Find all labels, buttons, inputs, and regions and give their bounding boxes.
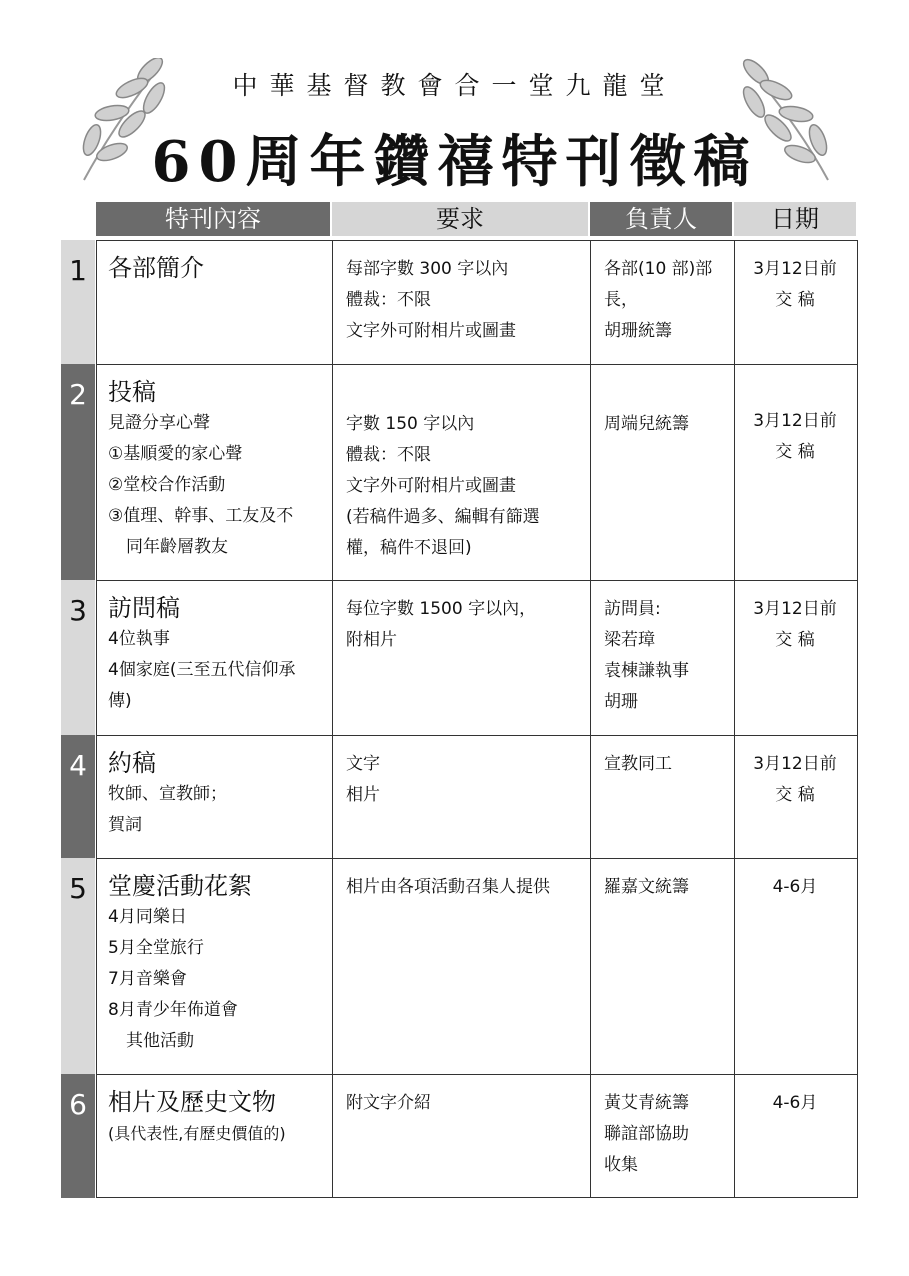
owner-line: 長，	[604, 290, 638, 310]
item-title: 各部簡介	[108, 254, 204, 282]
date-line: 交 稿	[775, 630, 815, 650]
item-detail: 4位執事	[108, 629, 170, 649]
owner-line: 羅嘉文統籌	[604, 877, 689, 897]
owner-line	[604, 378, 732, 409]
item-title: 相片及歷史文物	[108, 1088, 276, 1116]
row-number: 3	[61, 580, 95, 735]
owner-line: 宣教同工	[604, 754, 672, 774]
column-divider	[332, 240, 333, 1198]
row-divider	[96, 364, 858, 365]
row-number: 2	[61, 364, 95, 580]
item-detail: 5月全堂旅行	[108, 938, 204, 958]
table-row	[108, 592, 330, 717]
owner-line: 訪問員:	[604, 599, 661, 619]
requirement-cell	[346, 378, 588, 564]
date-line: 3月12日前	[753, 754, 837, 774]
item-detail: 同年齡層教友	[126, 537, 228, 557]
requirement-line: 每部字數 300 字以內	[346, 259, 509, 279]
owner-cell	[604, 872, 732, 903]
item-detail: (具代表性,有歷史價值的)	[108, 1124, 286, 1143]
requirement-line: 文字外可附相片或圖畫	[346, 321, 516, 341]
column-header-content: 特刊內容	[96, 202, 330, 236]
column-header-date: 日期	[734, 202, 856, 236]
date-cell	[734, 254, 856, 316]
column-divider	[734, 240, 735, 1198]
requirement-cell	[346, 594, 588, 656]
requirement-cell	[346, 749, 588, 811]
column-header-requirement: 要求	[332, 202, 588, 236]
row-number: 4	[61, 735, 95, 858]
requirement-line: 體裁：不限	[346, 445, 431, 465]
requirement-line: (若稿件過多、編輯有篩選	[346, 507, 540, 527]
requirement-line: 附文字介紹	[346, 1093, 431, 1113]
item-detail: 牧師、宣教師；	[108, 784, 227, 804]
owner-cell	[604, 254, 732, 347]
item-detail: 8月青少年佈道會	[108, 1000, 238, 1020]
item-detail: 傳)	[108, 691, 132, 711]
owner-line: 袁棟謙執事	[604, 661, 689, 681]
table-row	[108, 1086, 330, 1149]
date-cell	[734, 406, 856, 468]
table-row	[108, 870, 330, 1057]
item-title: 堂慶活動花絮	[108, 872, 252, 900]
requirement-line: 文字	[346, 754, 380, 774]
column-divider	[590, 240, 591, 1198]
row-number: 5	[61, 858, 95, 1074]
requirement-line: 體裁：不限	[346, 290, 431, 310]
requirement-line: 字數 150 字以內	[346, 414, 475, 434]
date-line: 3月12日前	[753, 599, 837, 619]
owner-line: 黃艾青統籌	[604, 1093, 689, 1113]
table-row	[108, 252, 328, 284]
owner-line: 各部(10 部)部	[604, 259, 713, 279]
requirement-line	[346, 378, 588, 409]
row-divider	[96, 580, 858, 581]
item-detail: ②堂校合作活動	[108, 475, 226, 495]
date-line: 3月12日前	[753, 259, 837, 279]
row-divider	[96, 858, 858, 859]
item-detail: 7月音樂會	[108, 969, 187, 989]
row-divider	[96, 735, 858, 736]
item-detail: 4月同樂日	[108, 907, 187, 927]
owner-line: 周端兒統籌	[604, 414, 689, 434]
item-title: 訪問稿	[108, 594, 180, 622]
requirement-line: 相片	[346, 785, 380, 805]
table-row	[108, 376, 330, 563]
item-detail: 4個家庭(三至五代信仰承	[108, 660, 296, 680]
item-detail: 賀詞	[108, 815, 142, 835]
date-cell	[734, 872, 856, 903]
item-detail: ③值理、幹事、工友及不	[108, 506, 294, 526]
date-line: 4-6月	[772, 1093, 818, 1113]
requirement-line: 文字外可附相片或圖畫	[346, 476, 516, 496]
owner-line: 聯誼部協助	[604, 1124, 689, 1144]
date-cell	[734, 594, 856, 656]
row-number: 1	[61, 240, 95, 364]
date-line: 交 稿	[775, 785, 815, 805]
requirement-line: 每位字數 1500 字以內，	[346, 599, 537, 619]
item-detail: ①基順愛的家心聲	[108, 444, 243, 464]
date-cell	[734, 1088, 856, 1119]
date-line: 4-6月	[772, 877, 818, 897]
row-divider	[96, 1074, 858, 1075]
table-row	[108, 747, 330, 841]
owner-line: 梁若璋	[604, 630, 655, 650]
owner-cell	[604, 749, 732, 780]
requirement-cell	[346, 254, 586, 347]
owner-line: 胡珊統籌	[604, 321, 672, 341]
item-title: 約稿	[108, 749, 156, 777]
owner-cell	[604, 1088, 732, 1181]
date-line: 交 稿	[775, 442, 815, 462]
church-name: 中華基督教會合一堂九龍堂	[232, 71, 677, 100]
owner-line: 胡珊	[604, 692, 638, 712]
page-title: 60周年鑽禧特刊徵稿	[151, 129, 758, 195]
row-number: 6	[61, 1074, 95, 1198]
requirement-line: 權，稿件不退回)	[346, 538, 472, 558]
owner-cell	[604, 594, 732, 718]
requirement-line: 相片由各項活動召集人提供	[346, 877, 550, 897]
requirement-cell	[346, 1088, 588, 1119]
item-detail: 見證分享心聲	[108, 413, 210, 433]
owner-line: 收集	[604, 1155, 638, 1175]
column-header-owner: 負責人	[590, 202, 732, 236]
owner-cell	[604, 378, 732, 440]
requirement-cell	[346, 872, 588, 903]
date-cell	[734, 749, 856, 811]
item-title: 投稿	[108, 378, 156, 406]
date-line: 3月12日前	[753, 411, 837, 431]
requirement-line: 附相片	[346, 630, 397, 650]
item-detail: 其他活動	[126, 1031, 194, 1051]
date-line: 交 稿	[775, 290, 815, 310]
